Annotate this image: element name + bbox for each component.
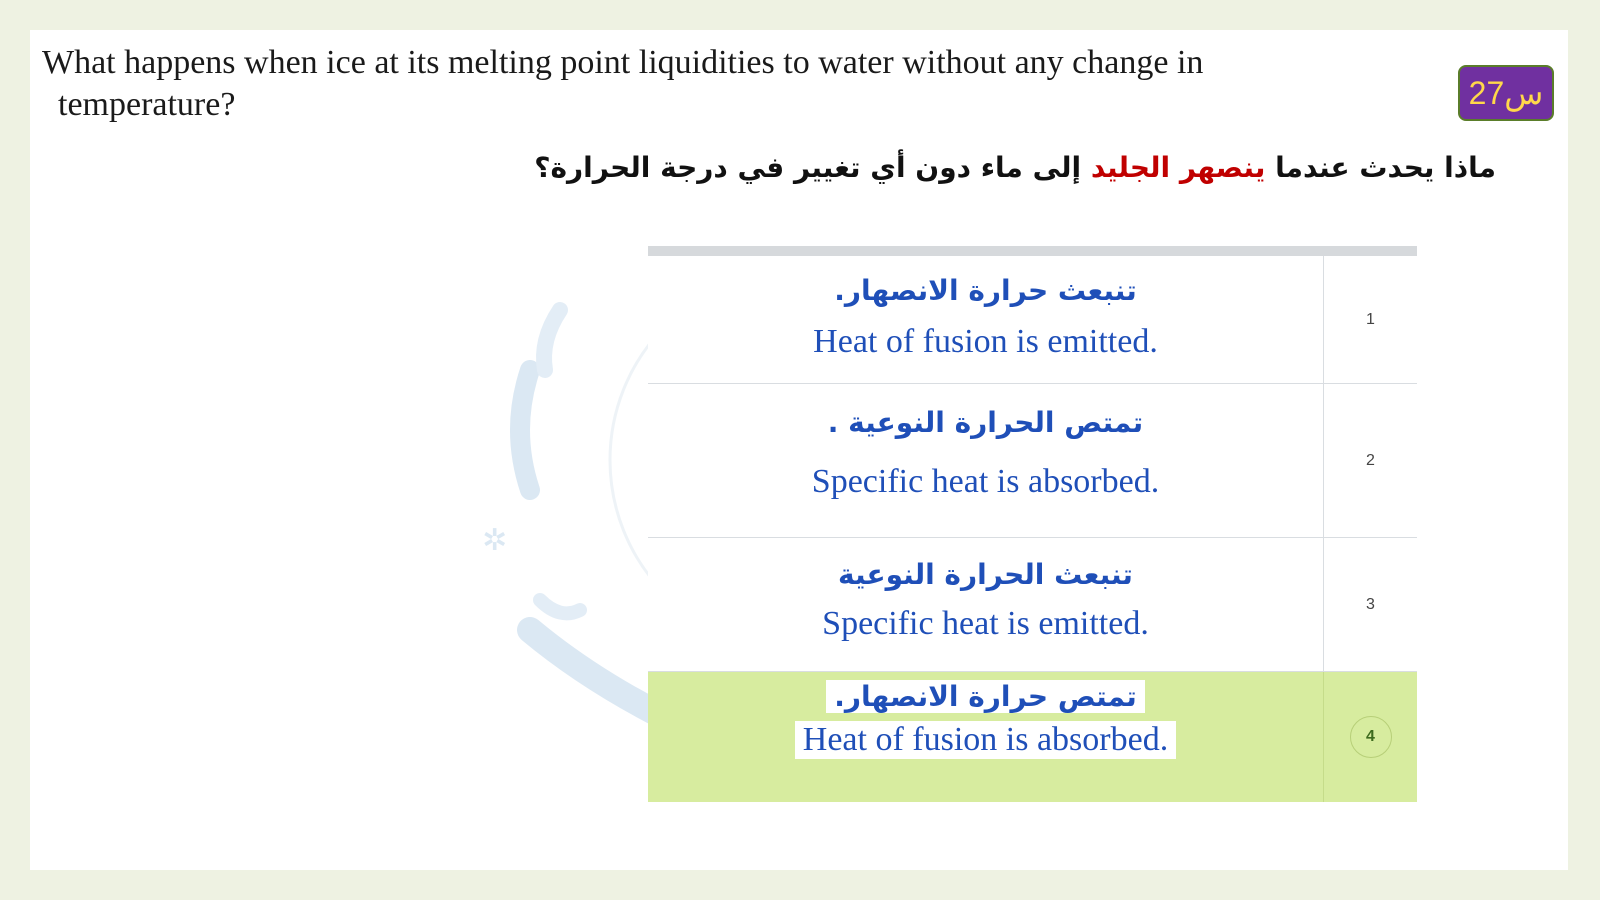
answer-number [1324, 256, 1417, 383]
question-number-badge: س27 [1458, 65, 1554, 121]
answer-arabic-wrap [648, 680, 1323, 713]
question-arabic-part1: ماذا يحدث عندما [1265, 151, 1496, 184]
question-english-line1: What happens when ice at its melting point liquidities to water without any change in [42, 44, 1204, 81]
answer-number-label: 1 [1366, 310, 1375, 328]
question-arabic-highlight: ينصهر الجليد [1090, 151, 1266, 184]
question-english [42, 42, 1322, 126]
answer-cell [648, 538, 1324, 671]
answer-cell [648, 384, 1324, 537]
question-english-line2: temperature? [58, 86, 236, 123]
selected-number-circle [1350, 716, 1392, 758]
table-header-bar [648, 246, 1417, 256]
answer-arabic: تمتص الحرارة النوعية . [827, 406, 1144, 439]
svg-text:✲: ✲ [482, 523, 508, 558]
answer-cell [648, 672, 1324, 802]
answer-row[interactable] [648, 256, 1417, 384]
slide [30, 30, 1568, 870]
answer-cell [648, 256, 1324, 383]
answer-arabic: تنبعث الحرارة النوعية [838, 558, 1133, 591]
answer-number [1324, 384, 1417, 537]
answer-arabic: تمتص حرارة الانصهار. [826, 680, 1145, 713]
answer-row[interactable] [648, 384, 1417, 538]
answer-number [1324, 672, 1417, 802]
answer-arabic: تنبعث حرارة الانصهار. [834, 274, 1137, 307]
answer-english: Specific heat is emitted. [822, 605, 1149, 642]
answer-english-wrap [648, 721, 1323, 759]
question-arabic-part2: إلى ماء دون أي تغيير في درجة الحرارة؟ [534, 151, 1091, 184]
answer-table [648, 246, 1417, 802]
answer-row[interactable] [648, 538, 1417, 672]
answer-number-label: 2 [1366, 451, 1375, 469]
answer-english: Heat of fusion is absorbed. [795, 721, 1176, 759]
question-arabic [534, 148, 1496, 188]
answer-number-label: 3 [1366, 595, 1375, 613]
answer-english: Heat of fusion is emitted. [813, 323, 1158, 360]
answer-row-selected[interactable] [648, 672, 1417, 802]
answer-number [1324, 538, 1417, 671]
answer-english: Specific heat is absorbed. [811, 463, 1160, 500]
answer-number-label: 4 [1366, 728, 1375, 745]
